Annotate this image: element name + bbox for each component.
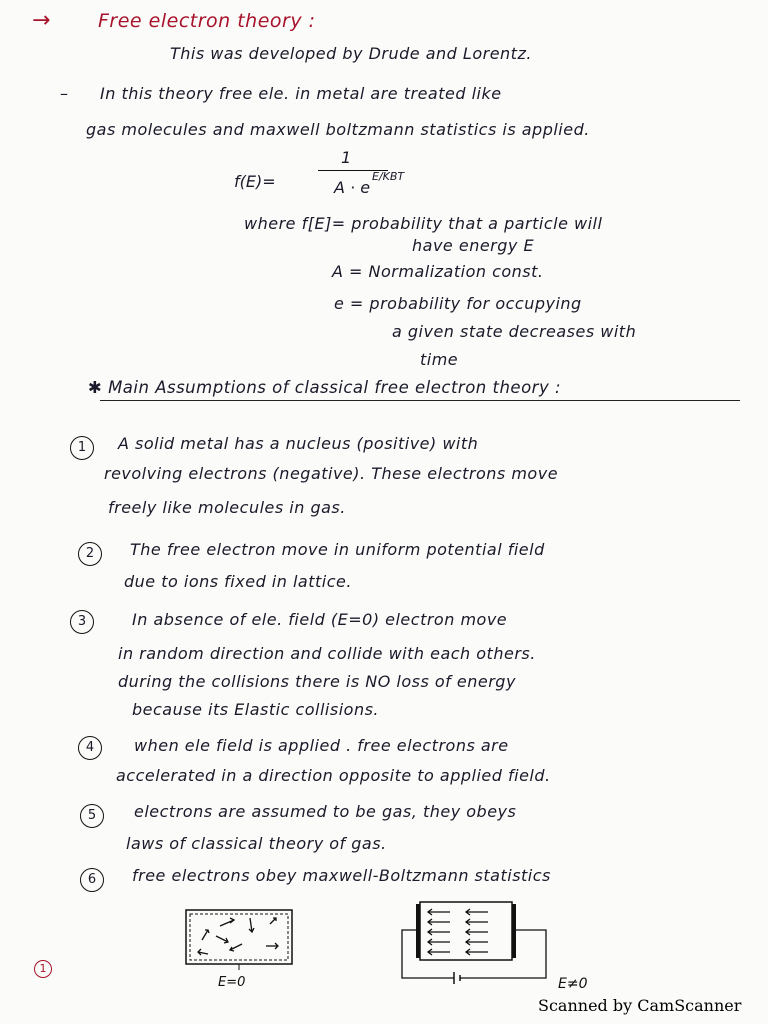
intro-dash: – <box>60 84 69 103</box>
intro-line-3: gas molecules and maxwell boltzmann statistics is applied. <box>86 120 590 139</box>
definition-where-cont: have energy E <box>412 236 535 255</box>
formula-numerator: 1 <box>341 148 352 167</box>
formula-exponent: E/KBT <box>372 170 405 183</box>
intro-line-1: This was developed by Drude and Lorentz. <box>170 44 532 63</box>
assumption-number-4: 4 <box>78 736 102 760</box>
assumption-number-1: 1 <box>70 436 94 460</box>
assumption-number-5: 5 <box>80 804 104 828</box>
assumption-3-line-3: during the collisions there is NO loss of energy <box>118 672 516 691</box>
diagram-right-label: E≠0 <box>558 976 588 992</box>
assumption-2-line-1: The free electron move in uniform potential field <box>130 540 545 559</box>
definition-e: e = probability for occupying <box>334 294 582 313</box>
page-title: Free electron theory : <box>98 10 316 32</box>
field-applied-diagram <box>398 900 588 992</box>
definition-where: where f[E]= probability that a particle will <box>244 214 603 233</box>
formula-lhs: f(E)= <box>234 172 276 191</box>
assumption-1-line-1: A solid metal has a nucleus (positive) with <box>118 434 479 453</box>
page-number-marker: 1 <box>34 960 52 978</box>
formula-denominator: A · e <box>334 178 371 197</box>
scanner-watermark: Scanned by CamScanner <box>538 996 742 1015</box>
assumption-6-line-1: free electrons obey maxwell-Boltzmann statistics <box>132 866 551 885</box>
intro-line-2: In this theory free ele. in metal are treated like <box>100 84 502 103</box>
diagram-left-label: E=0 <box>218 975 246 990</box>
assumption-3-line-4: because its Elastic collisions. <box>132 700 379 719</box>
assumption-5-line-1: electrons are assumed to be gas, they obeys <box>134 802 517 821</box>
assumption-3-line-2: in random direction and collide with each others. <box>118 644 536 663</box>
assumption-number-2: 2 <box>78 542 102 566</box>
assumption-4-line-1: when ele field is applied . free electrons are <box>134 736 509 755</box>
definition-A: A = Normalization const. <box>332 262 544 281</box>
assumption-3-line-1: In absence of ele. field (E=0) electron move <box>132 610 508 629</box>
assumption-1-line-2: revolving electrons (negative). These electrons move <box>104 464 559 483</box>
heading-underline <box>100 400 740 401</box>
assumption-number-6: 6 <box>80 868 104 892</box>
definition-e-cont-1: a given state decreases with <box>392 322 637 341</box>
assumptions-heading: ✱ Main Assumptions of classical free electron theory : <box>88 378 562 397</box>
heading-arrow: → <box>32 8 51 33</box>
assumption-2-line-2: due to ions fixed in lattice. <box>124 572 352 591</box>
assumption-4-line-2: accelerated in a direction opposite to applied field. <box>116 766 551 785</box>
assumption-5-line-2: laws of classical theory of gas. <box>126 834 387 853</box>
assumption-number-3: 3 <box>70 610 94 634</box>
random-motion-diagram <box>180 906 300 990</box>
definition-e-cont-2: time <box>420 350 459 369</box>
assumption-1-line-3: freely like molecules in gas. <box>108 498 346 517</box>
